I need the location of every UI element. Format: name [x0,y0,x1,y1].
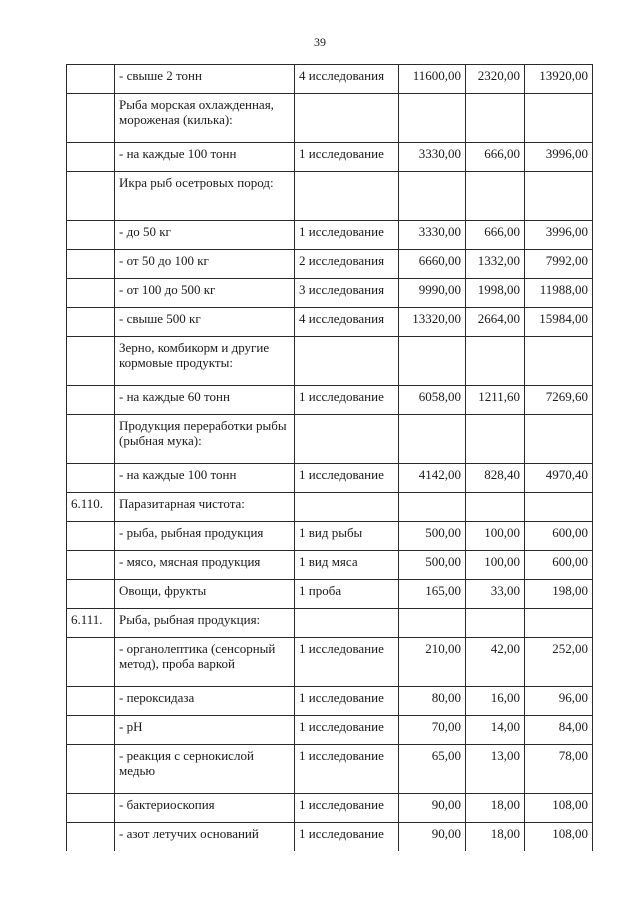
table-row [67,279,593,308]
table-row [67,794,593,823]
table-row [67,308,593,337]
cell-vat: 100,00 [466,551,525,580]
cell-name: - на каждые 100 тонн [115,143,295,172]
cell-price: 500,00 [399,551,466,580]
cell-total: 78,00 [525,745,593,794]
table-row [67,172,593,221]
cell-code [67,580,115,609]
cell-vat [466,415,525,464]
cell-name: - органолептика (сенсорный метод), проба варкой [115,638,295,687]
cell-price: 13320,00 [399,308,466,337]
cell-total: 4970,40 [525,464,593,493]
cell-vat: 100,00 [466,522,525,551]
cell-code [67,638,115,687]
table-row [67,221,593,250]
table-row [67,580,593,609]
cell-price: 90,00 [399,794,466,823]
table-row [67,143,593,172]
cell-code [67,551,115,580]
cell-unit: 4 исследования [295,65,399,94]
cell-total: 108,00 [525,823,593,852]
cell-total [525,94,593,143]
table-row [67,609,593,638]
cell-unit: 1 исследование [295,386,399,415]
cell-name: - на каждые 100 тонн [115,464,295,493]
cell-unit: 4 исследования [295,308,399,337]
price-table [66,64,593,851]
cell-code [67,716,115,745]
table-row [67,716,593,745]
table-row [67,337,593,386]
cell-total: 15984,00 [525,308,593,337]
cell-code [67,143,115,172]
cell-code [67,522,115,551]
cell-name: Рыба, рыбная продукция: [115,609,295,638]
cell-price: 65,00 [399,745,466,794]
cell-name: - пероксидаза [115,687,295,716]
cell-price [399,337,466,386]
cell-price: 9990,00 [399,279,466,308]
cell-unit: 2 исследования [295,250,399,279]
table-row [67,687,593,716]
table-row [67,823,593,852]
cell-code [67,65,115,94]
cell-total: 198,00 [525,580,593,609]
cell-unit: 1 исследование [295,716,399,745]
cell-unit [295,609,399,638]
cell-vat [466,94,525,143]
cell-unit: 1 исследование [295,464,399,493]
cell-name: - реакция с сернокислой медью [115,745,295,794]
cell-code [67,415,115,464]
cell-code [67,745,115,794]
cell-name: - рыба, рыбная продукция [115,522,295,551]
cell-name: Паразитарная чистота: [115,493,295,522]
cell-unit: 1 вид рыбы [295,522,399,551]
cell-total: 13920,00 [525,65,593,94]
cell-name: - до 50 кг [115,221,295,250]
cell-vat: 18,00 [466,823,525,852]
cell-name: Продукция переработки рыбы (рыбная мука): [115,415,295,464]
cell-total: 11988,00 [525,279,593,308]
cell-name: - свыше 500 кг [115,308,295,337]
cell-total [525,609,593,638]
cell-code [67,464,115,493]
cell-vat [466,172,525,221]
cell-code [67,794,115,823]
cell-unit [295,172,399,221]
cell-vat: 2664,00 [466,308,525,337]
cell-total [525,337,593,386]
cell-vat: 42,00 [466,638,525,687]
cell-price: 210,00 [399,638,466,687]
cell-price: 6660,00 [399,250,466,279]
table-row [67,745,593,794]
cell-name: - от 100 до 500 кг [115,279,295,308]
cell-unit: 1 исследование [295,638,399,687]
cell-total: 3996,00 [525,143,593,172]
cell-name: - свыше 2 тонн [115,65,295,94]
cell-code: 6.111. [67,609,115,638]
cell-unit [295,493,399,522]
cell-code [67,823,115,852]
cell-unit [295,415,399,464]
cell-vat: 666,00 [466,143,525,172]
page-number: 39 [314,35,326,49]
cell-price: 11600,00 [399,65,466,94]
cell-total: 3996,00 [525,221,593,250]
cell-price: 80,00 [399,687,466,716]
cell-total: 7269,60 [525,386,593,415]
table-row [67,250,593,279]
cell-vat: 828,40 [466,464,525,493]
cell-price: 70,00 [399,716,466,745]
cell-unit: 1 исследование [295,794,399,823]
cell-name: - азот летучих оснований [115,823,295,852]
cell-vat: 18,00 [466,794,525,823]
table-body [67,65,593,852]
cell-unit [295,337,399,386]
cell-vat: 33,00 [466,580,525,609]
cell-unit: 1 проба [295,580,399,609]
cell-name: Икра рыб осетровых пород: [115,172,295,221]
cell-total: 108,00 [525,794,593,823]
cell-vat: 16,00 [466,687,525,716]
table-row [67,551,593,580]
cell-code [67,337,115,386]
cell-price: 500,00 [399,522,466,551]
cell-vat: 2320,00 [466,65,525,94]
cell-unit: 1 исследование [295,221,399,250]
cell-name: - от 50 до 100 кг [115,250,295,279]
cell-total: 252,00 [525,638,593,687]
cell-total [525,415,593,464]
cell-vat: 14,00 [466,716,525,745]
cell-price [399,415,466,464]
cell-price: 165,00 [399,580,466,609]
cell-unit: 1 исследование [295,823,399,852]
cell-code [67,94,115,143]
table-row [67,464,593,493]
table-row [67,386,593,415]
cell-code [67,308,115,337]
cell-price: 6058,00 [399,386,466,415]
cell-total: 96,00 [525,687,593,716]
cell-vat: 13,00 [466,745,525,794]
cell-vat: 1211,60 [466,386,525,415]
cell-name: - бактериоскопия [115,794,295,823]
cell-unit: 3 исследования [295,279,399,308]
cell-code [67,250,115,279]
cell-price: 90,00 [399,823,466,852]
cell-price [399,493,466,522]
table-row [67,522,593,551]
cell-total: 7992,00 [525,250,593,279]
table-row [67,65,593,94]
cell-vat: 1998,00 [466,279,525,308]
table-row [67,94,593,143]
cell-total: 600,00 [525,522,593,551]
cell-total [525,493,593,522]
cell-code [67,687,115,716]
cell-name: Рыба морская охлажденная, мороженая (килька): [115,94,295,143]
cell-name: - на каждые 60 тонн [115,386,295,415]
cell-code [67,386,115,415]
cell-unit: 1 исследование [295,143,399,172]
cell-total: 84,00 [525,716,593,745]
cell-name: - мясо, мясная продукция [115,551,295,580]
cell-vat: 1332,00 [466,250,525,279]
cell-code [67,221,115,250]
cell-unit: 1 исследование [295,687,399,716]
cell-price: 4142,00 [399,464,466,493]
cell-name: Зерно, комбикорм и другие кормовые продукты: [115,337,295,386]
cell-total: 600,00 [525,551,593,580]
cell-vat [466,337,525,386]
table-row [67,415,593,464]
cell-vat [466,493,525,522]
cell-price: 3330,00 [399,143,466,172]
cell-name: - pH [115,716,295,745]
cell-vat: 666,00 [466,221,525,250]
cell-price [399,172,466,221]
cell-code: 6.110. [67,493,115,522]
table-row [67,638,593,687]
cell-unit: 1 исследование [295,745,399,794]
cell-code [67,279,115,308]
cell-total [525,172,593,221]
cell-price: 3330,00 [399,221,466,250]
table-row [67,493,593,522]
cell-unit: 1 вид мяса [295,551,399,580]
cell-price [399,609,466,638]
cell-name: Овощи, фрукты [115,580,295,609]
cell-code [67,172,115,221]
cell-unit [295,94,399,143]
cell-price [399,94,466,143]
cell-vat [466,609,525,638]
